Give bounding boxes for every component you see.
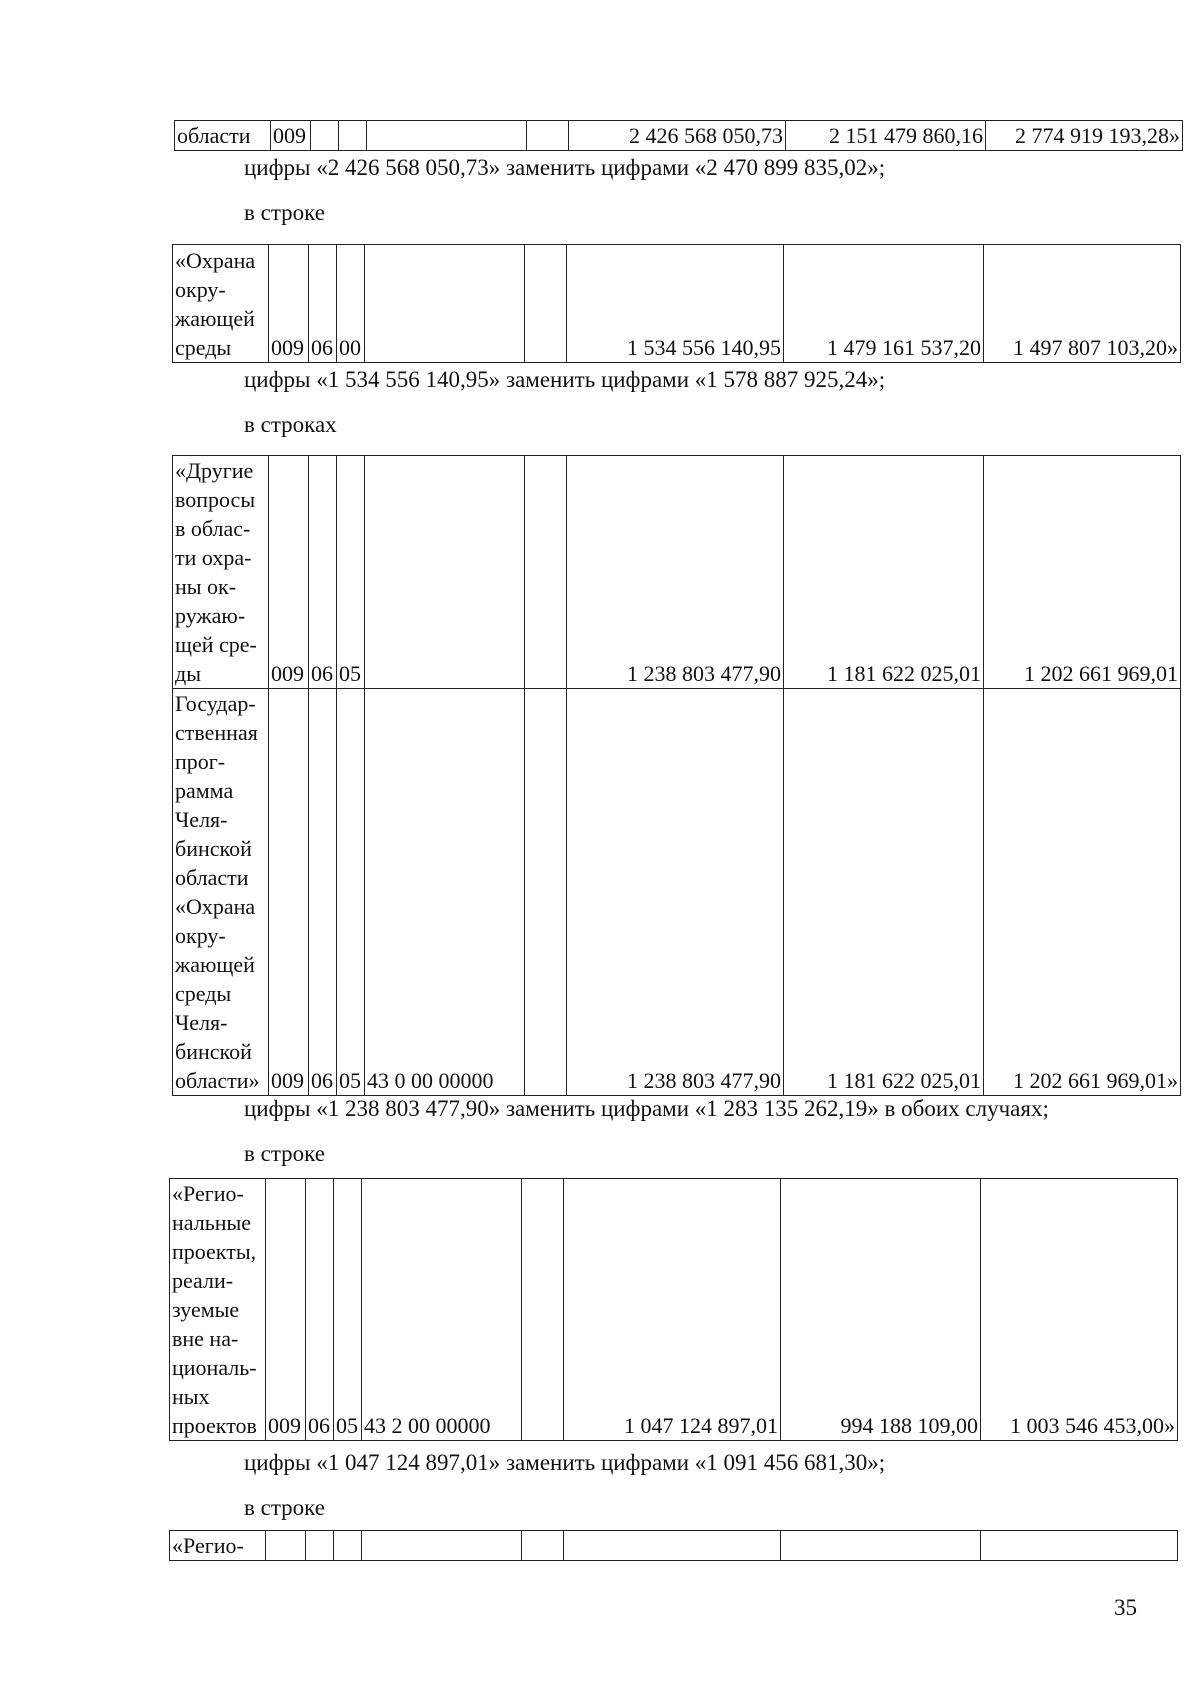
pr-cell: 05 <box>334 1179 362 1441</box>
row-name-cell: «Другие вопросы в облас-ти охра-ны ок-ружаю-щей сре-ды <box>173 456 269 689</box>
budget-table-3 <box>172 455 1181 1096</box>
value-cell-3: 1 202 661 969,01 <box>984 456 1181 689</box>
rz-cell <box>306 1531 334 1561</box>
value-cell-2: 1 479 161 537,20 <box>784 245 984 363</box>
pr-cell <box>334 1531 362 1561</box>
row-reference-text: в строках <box>244 412 337 437</box>
budget-table-5 <box>169 1530 1178 1561</box>
gr-cell: 009 <box>269 245 309 363</box>
row-reference-text: в строке <box>244 1495 325 1520</box>
rz-cell: 06 <box>306 1179 334 1441</box>
table-row <box>173 456 1181 689</box>
gr-cell: 009 <box>271 121 311 151</box>
rz-cell <box>311 121 339 151</box>
value-cell-2: 1 181 622 025,01 <box>784 456 984 689</box>
row-name-cell: Государ-ственная прог-рамма Челя-бинской области «Охрана окру-жающей среды Челя-бинской области» <box>173 689 269 1096</box>
vr-cell <box>525 689 567 1096</box>
page-number: 35 <box>1114 1595 1137 1620</box>
vr-cell <box>525 245 567 363</box>
row-name-cell: «Регио- <box>170 1531 266 1561</box>
row-name-cell: области <box>175 121 271 151</box>
value-cell-1 <box>564 1531 781 1561</box>
csr-cell: 43 2 00 00000 <box>362 1179 522 1441</box>
value-cell-2: 2 151 479 860,16 <box>786 121 986 151</box>
rz-cell: 06 <box>309 456 337 689</box>
csr-cell <box>362 1531 522 1561</box>
value-cell-1: 1 047 124 897,01 <box>564 1179 781 1441</box>
csr-cell <box>365 245 525 363</box>
amendment-text: цифры «1 534 556 140,95» заменить цифрами «1 578 887 925,24»; <box>244 367 886 392</box>
value-cell-2: 1 181 622 025,01 <box>784 689 984 1096</box>
table-row <box>173 689 1181 1096</box>
csr-cell: 43 0 00 00000 <box>365 689 525 1096</box>
value-cell-1: 1 238 803 477,90 <box>567 456 784 689</box>
csr-cell <box>365 456 525 689</box>
value-cell-3: 1 003 546 453,00» <box>981 1179 1178 1441</box>
row-name-cell: «Охрана окру-жающей среды <box>173 245 269 363</box>
gr-cell: 009 <box>266 1179 306 1441</box>
gr-cell: 009 <box>269 456 309 689</box>
value-cell-2 <box>781 1531 981 1561</box>
csr-cell <box>367 121 527 151</box>
table-row <box>170 1179 1178 1441</box>
vr-cell <box>527 121 569 151</box>
rz-cell: 06 <box>309 245 337 363</box>
vr-cell <box>525 456 567 689</box>
row-name-cell: «Регио-нальные проекты, реали-зуемые вне на-циональ-ных проектов <box>170 1179 266 1441</box>
value-cell-1: 1 238 803 477,90 <box>567 689 784 1096</box>
pr-cell: 00 <box>337 245 365 363</box>
pr-cell <box>339 121 367 151</box>
amendment-text: цифры «2 426 568 050,73» заменить цифрами «2 470 899 835,02»; <box>244 155 886 180</box>
pr-cell: 05 <box>337 456 365 689</box>
table-row <box>175 121 1183 151</box>
value-cell-3: 2 774 919 193,28» <box>986 121 1183 151</box>
table-row <box>173 245 1181 363</box>
budget-table-4 <box>169 1178 1178 1441</box>
value-cell-3: 1 202 661 969,01» <box>984 689 1181 1096</box>
vr-cell <box>522 1179 564 1441</box>
row-reference-text: в строке <box>244 200 325 225</box>
vr-cell <box>522 1531 564 1561</box>
budget-table-2 <box>172 244 1181 363</box>
value-cell-2: 994 188 109,00 <box>781 1179 981 1441</box>
value-cell-1: 2 426 568 050,73 <box>569 121 786 151</box>
value-cell-3 <box>981 1531 1178 1561</box>
rz-cell: 06 <box>309 689 337 1096</box>
row-reference-text: в строке <box>244 1141 325 1166</box>
amendment-text: цифры «1 047 124 897,01» заменить цифрами «1 091 456 681,30»; <box>244 1450 886 1475</box>
gr-cell: 009 <box>269 689 309 1096</box>
gr-cell <box>266 1531 306 1561</box>
table-row <box>170 1531 1178 1561</box>
budget-table-1 <box>174 120 1183 151</box>
pr-cell: 05 <box>337 689 365 1096</box>
amendment-text: цифры «1 238 803 477,90» заменить цифрами «1 283 135 262,19» в обоих случаях; <box>244 1096 1049 1121</box>
value-cell-3: 1 497 807 103,20» <box>984 245 1181 363</box>
value-cell-1: 1 534 556 140,95 <box>567 245 784 363</box>
